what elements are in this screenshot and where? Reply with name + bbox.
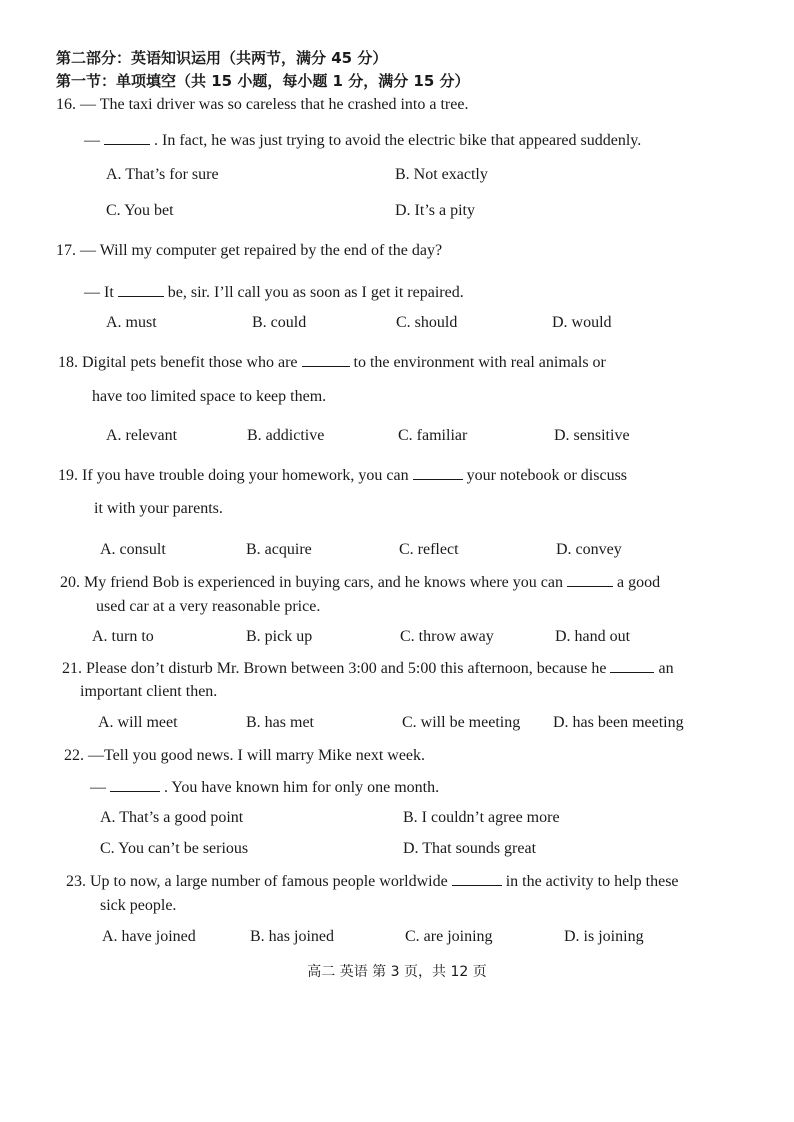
answer-blank	[413, 465, 463, 480]
option-c: C. throw away	[400, 628, 494, 645]
option-b: B. has met	[246, 714, 314, 731]
option-a: A. That’s for sure	[106, 166, 219, 183]
question-text: —Tell you good news. I will marry Mike next week.	[88, 747, 426, 764]
question-18-line2: have too limited space to keep them.	[92, 388, 327, 405]
option-c: C. are joining	[405, 928, 493, 945]
question-number: 20.	[60, 574, 80, 591]
option-b: B. addictive	[247, 427, 325, 444]
question-text: your notebook or discuss	[466, 467, 628, 484]
option-c: C. familiar	[398, 427, 468, 444]
question-text: — Will my computer get repaired by the end of the day?	[80, 242, 443, 259]
option-a: A. have joined	[102, 928, 196, 945]
question-number: 18.	[58, 354, 78, 371]
option-c: C. should	[396, 314, 458, 331]
question-text: Please don’t disturb Mr. Brown between 3:00 and 5:00 this afternoon, because he	[86, 660, 607, 677]
option-d: D. hand out	[555, 628, 631, 645]
question-16-line2	[84, 130, 641, 151]
question-text: Digital pets benefit those who are	[82, 354, 298, 371]
question-18-line1	[58, 352, 606, 373]
question-text: a good	[616, 574, 661, 591]
question-text: — The taxi driver was so careless that he crashed into a tree.	[80, 96, 469, 113]
question-number: 21.	[62, 660, 82, 677]
option-b: B. pick up	[246, 628, 313, 645]
answer-blank	[610, 658, 654, 673]
option-b: B. Not exactly	[395, 166, 488, 183]
question-21-line1	[62, 658, 674, 679]
option-a: A. turn to	[92, 628, 154, 645]
question-number: 17.	[56, 242, 76, 259]
dash: —	[90, 779, 106, 796]
option-b: B. acquire	[246, 541, 312, 558]
option-d: D. convey	[556, 541, 622, 558]
question-text: . In fact, he was just trying to avoid the electric bike that appeared suddenly.	[154, 132, 642, 149]
option-c: C. You can’t be serious	[100, 840, 249, 857]
option-d: D. sensitive	[554, 427, 630, 444]
question-text: be, sir. I’ll call you as soon as I get it repaired.	[167, 284, 464, 301]
option-c: C. reflect	[399, 541, 459, 558]
question-17-line2	[84, 282, 464, 303]
answer-blank	[567, 572, 613, 587]
option-a: A. That’s a good point	[100, 809, 244, 826]
question-23-line1	[66, 871, 679, 892]
option-d: D. has been meeting	[553, 714, 684, 731]
option-a: A. will meet	[98, 714, 178, 731]
option-b: B. could	[252, 314, 307, 331]
option-d: D. It’s a pity	[395, 202, 475, 219]
option-c: C. will be meeting	[402, 714, 521, 731]
question-16-line1	[56, 95, 468, 115]
question-number: 16.	[56, 96, 76, 113]
option-d: D. is joining	[564, 928, 644, 945]
dash: —	[84, 132, 100, 149]
question-20-line1	[60, 572, 660, 593]
question-21-line2: important client then.	[80, 683, 218, 700]
question-19-line1	[58, 465, 627, 486]
question-text: My friend Bob is experienced in buying cars, and he knows where you can	[84, 574, 563, 591]
answer-blank	[104, 130, 150, 145]
answer-blank	[452, 871, 502, 886]
page-footer: 高二 英语 第 3 页，共 12 页	[307, 964, 487, 980]
question-number: 23.	[66, 873, 86, 890]
option-c: C. You bet	[106, 202, 174, 219]
question-text: . You have known him for only one month.	[164, 779, 440, 796]
option-d: D. That sounds great	[403, 840, 537, 857]
option-a: A. consult	[100, 541, 166, 558]
question-20-line2: used car at a very reasonable price.	[96, 598, 321, 615]
option-a: A. relevant	[106, 427, 178, 444]
question-17-line1	[56, 241, 442, 261]
question-22-line2	[90, 777, 439, 798]
question-text: Up to now, a large number of famous people worldwide	[90, 873, 448, 890]
question-text: If you have trouble doing your homework, you can	[82, 467, 409, 484]
answer-blank	[110, 777, 160, 792]
question-text: in the activity to help these	[505, 873, 679, 890]
section-subtitle: 第一节：单项填空（共 15 小题，每小题 1 分，满分 15 分）	[56, 72, 470, 90]
question-19-line2: it with your parents.	[94, 500, 223, 517]
question-text: an	[658, 660, 674, 677]
question-number: 22.	[64, 747, 84, 764]
part-title: 第二部分：英语知识运用（共两节，满分 45 分）	[56, 49, 388, 67]
option-b: B. I couldn’t agree more	[403, 809, 560, 826]
question-text: to the environment with real animals or	[353, 354, 606, 371]
answer-blank	[118, 282, 164, 297]
option-a: A. must	[106, 314, 157, 331]
answer-blank	[302, 352, 350, 367]
option-d: D. would	[552, 314, 612, 331]
question-text: — It	[84, 284, 114, 301]
question-23-line2: sick people.	[100, 897, 177, 914]
question-number: 19.	[58, 467, 78, 484]
option-b: B. has joined	[250, 928, 334, 945]
question-22-line1	[64, 746, 425, 766]
